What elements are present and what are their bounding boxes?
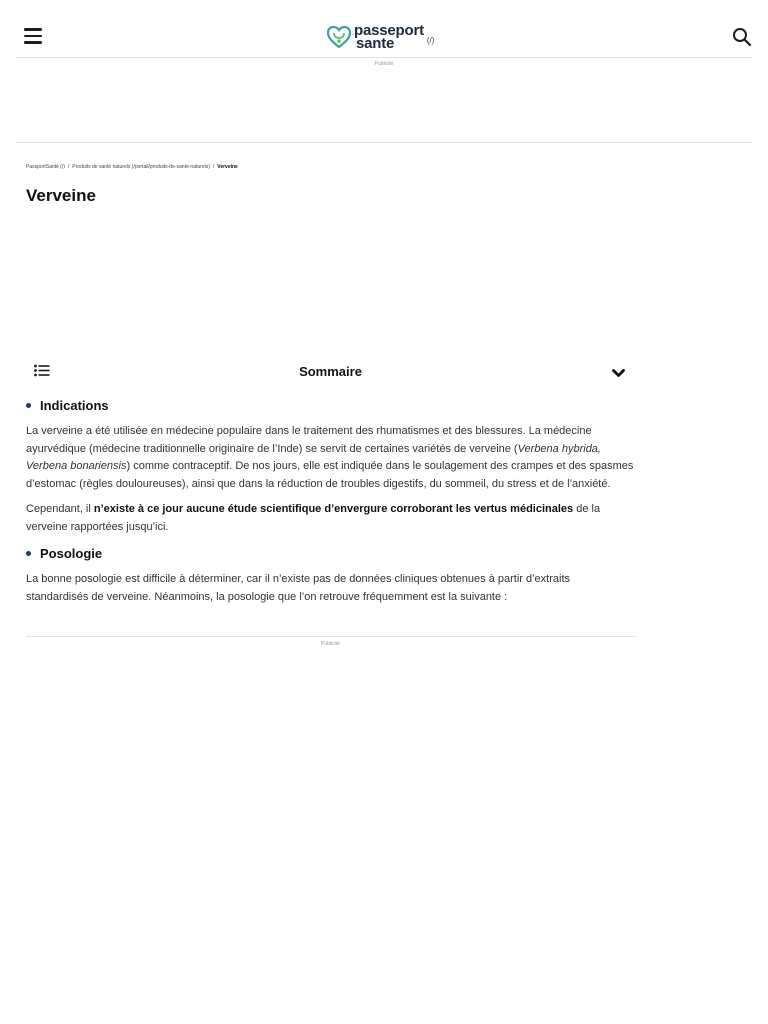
bullet-icon bbox=[26, 551, 31, 556]
paragraph-indications-1 bbox=[26, 423, 635, 493]
section-heading-indications bbox=[26, 398, 635, 413]
toc-title: Sommaire bbox=[299, 364, 362, 379]
ad-label-top: Publicité bbox=[374, 61, 394, 67]
bold-statement: n’existe à ce jour aucune étude scientifique d’envergure corroborant les vertus médicinales bbox=[93, 503, 574, 515]
heart-stethoscope-logo-icon bbox=[326, 24, 352, 50]
ad-divider bbox=[26, 636, 635, 637]
search-icon[interactable] bbox=[732, 27, 752, 47]
ad-label-inline: Publicité bbox=[321, 641, 340, 647]
chevron-down-icon[interactable] bbox=[612, 365, 625, 383]
italic-species-names: Verbena hybrida, Verbena bonariensis bbox=[26, 442, 601, 472]
hamburger-menu-icon[interactable] bbox=[24, 28, 42, 44]
text-segment: La verveine a été utilisée en médecine populaire dans le traitement des rhumatismes et des blessures. La médecine ayurvédique (médecine traditionnelle originaire de l’Inde) se servit de certaines variétés de verveine ( bbox=[26, 425, 592, 455]
text-segment: Cependant, il bbox=[26, 503, 94, 515]
section-heading-posologie bbox=[26, 546, 635, 561]
ad-divider bbox=[16, 142, 752, 143]
section-heading-label: Posologie bbox=[40, 546, 103, 561]
logo-line-2: sante bbox=[356, 35, 395, 52]
text-segment: ) comme contraceptif. De nos jours, elle est indiquée dans le soulagement des crampes et des spasmes d’estomac (règles douloureuses), ainsi que dans la réduction de troubles digestifs, du sommeil, du stress et de l’anxiété. bbox=[26, 460, 634, 490]
paragraph-indications-2 bbox=[26, 501, 635, 536]
table-of-contents[interactable] bbox=[26, 360, 635, 384]
logo-link-suffix: (/) bbox=[426, 35, 435, 45]
logo-line-1: passeport bbox=[354, 22, 424, 39]
breadcrumb-current: Verveine bbox=[217, 164, 238, 170]
breadcrumb-separator: / bbox=[212, 164, 215, 170]
breadcrumb bbox=[26, 164, 238, 170]
site-logo[interactable] bbox=[326, 22, 434, 52]
text-segment: de la verveine rapportées jusqu’ici. bbox=[26, 503, 601, 533]
site-header bbox=[16, 0, 752, 58]
breadcrumb-item-home[interactable]: PassportSanté (/) bbox=[26, 164, 65, 170]
logo-wordmark bbox=[354, 24, 424, 50]
breadcrumb-separator: / bbox=[67, 164, 70, 170]
bullet-icon bbox=[26, 403, 31, 408]
article-content bbox=[26, 398, 635, 606]
section-heading-label: Indications bbox=[40, 398, 109, 413]
page-title: Verveine bbox=[26, 186, 96, 205]
paragraph-posologie-1: La bonne posologie est difficile à déterminer, car il n’existe pas de données cliniques obtenues à partir d’extraits standardisés de verveine. Néanmoins, la posologie que l’on retrouve fréquemment est la suivante : bbox=[26, 573, 571, 603]
breadcrumb-item-products[interactable]: Produits de santé naturels (/portail/produits-de-sante-naturels) bbox=[72, 164, 210, 170]
